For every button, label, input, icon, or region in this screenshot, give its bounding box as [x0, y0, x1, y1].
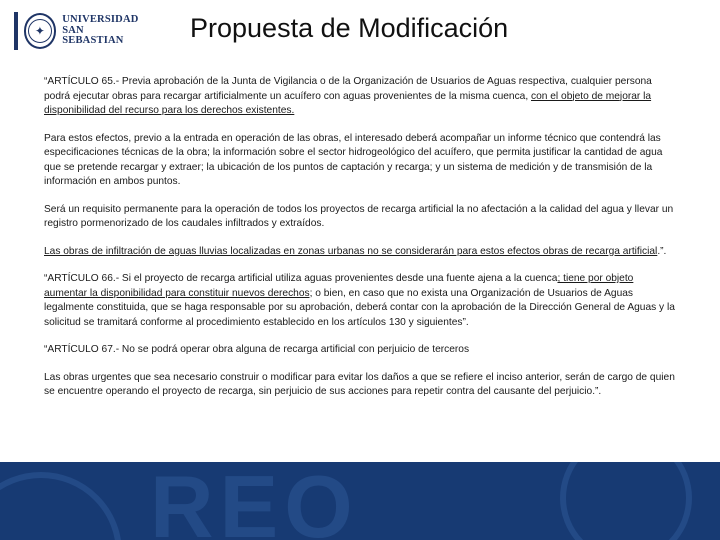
infiltration-underlined: Las obras de infiltración de aguas lluvias localizadas en zonas urbanas no se considerarán para estos efectos obras de recarga artificial: [44, 245, 658, 257]
article-65-text: “ARTÍCULO 65.- Previa aprobación de la Junta de Vigilancia o de la Organización de Usuarios de Aguas respectiva, cualquier persona podrá ejecutar obras para recargar artificialmente un acuífero con aguas provenientes de la misma cuenca,: [44, 76, 652, 102]
paragraph-article-65: [44, 75, 678, 119]
seal-inner: ✦: [28, 19, 52, 43]
infiltration-end: .”.: [657, 245, 667, 257]
university-logo: [14, 10, 139, 52]
footer-band: [0, 462, 720, 540]
page-title: Propuesta de Modificación: [190, 13, 509, 43]
paragraph-article-67: “ARTÍCULO 67.- No se podrá operar obra alguna de recarga artificial con perjuicio de terceros: [44, 344, 470, 355]
footer-decoration-letters: REO: [150, 462, 359, 540]
footer-decoration-circle: [560, 462, 692, 540]
footer-decoration-circle: [0, 472, 122, 540]
logo-line2: SAN SEBASTIAN: [62, 24, 124, 47]
paragraph-infiltration: [44, 245, 678, 260]
article-66-text: “ARTÍCULO 66.- Si el proyecto de recarga artificial utiliza aguas provenientes desde una fuente ajena a la cuenca: [44, 273, 558, 284]
article-66-rest: o bien, en caso que no exista una Organización de Usuarios de Aguas legalmente constituida, que se haga responsable por su aprobación, deberá contar con la aprobación de la Dirección General de Aguas y la solicitud se tramitará conforme al procedimiento establecido en los artículos 130 y siguientes”.: [44, 287, 675, 328]
logo-bar: [14, 12, 18, 50]
paragraph-requirement: Será un requisito permanente para la operación de todos los proyectos de recarga artificial la no afectación a la calidad del agua y llevar un registro pormenorizado de los caudales infiltrados y extraídos.: [44, 203, 674, 229]
logo-text: [62, 15, 139, 47]
paragraph-urgent-works: Las obras urgentes que sea necesario construir o modificar para evitar los daños a que se refiere el inciso anterior, serán de cargo de quien se encuentre operando el proyecto de recarga, sin perjuicio de sus acciones para repetir contra del causante del perjuicio.”.: [44, 371, 675, 397]
document-body: [44, 75, 678, 413]
paragraph-article-66: [44, 272, 678, 330]
paragraph-effects: Para estos efectos, previo a la entrada en operación de las obras, el interesado deberá acompañar un informe técnico que contendrá las especificaciones técnicas de la obra; la información sobre el sector hidrogeológico del acuífero, que permita justificar la cantidad de agua que se pretende recargar y extraer; la ubicación de los puntos de captación y recarga; y un sistema de medición y de transmisión de la información en ambos puntos.: [44, 132, 663, 187]
article-66-underlined: ; tiene por objeto aumentar la disponibilidad para constituir nuevos derechos;: [44, 273, 634, 299]
article-65-underlined: con el objeto de mejorar la disponibilidad del recurso para los derechos existentes.: [44, 90, 652, 116]
logo-line1: UNIVERSIDAD: [62, 14, 139, 26]
university-seal-icon: [24, 13, 57, 49]
